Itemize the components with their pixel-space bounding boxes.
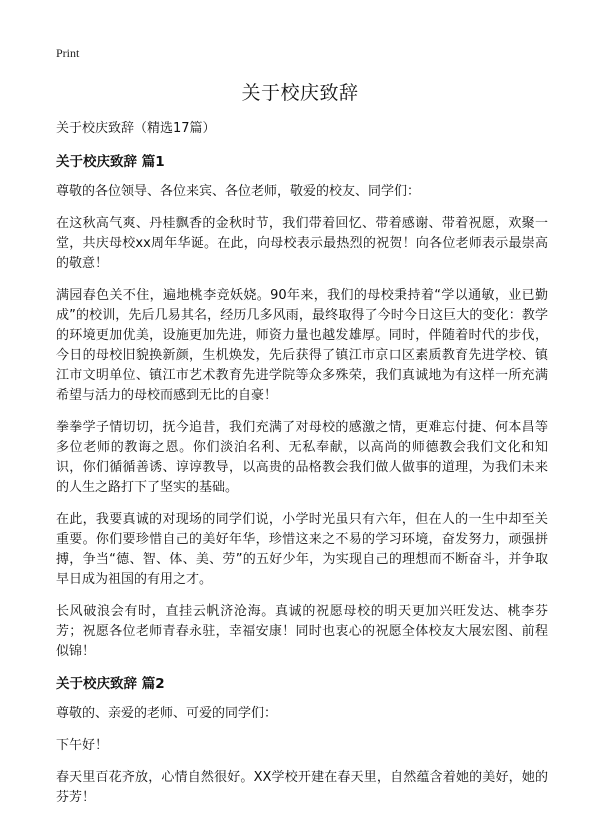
paragraph: 尊敬的各位领导、各位来宾、各位老师，敬爱的校友、同学们： xyxy=(56,184,421,199)
paragraph: 在这秋高气爽、丹桂飘香的金秋时节，我们带着回忆、带着感谢、带着祝愿，欢聚一堂，共庆母校xx周年华诞。在此，向母校表示最热烈的祝贺！向各位老师表示最崇高的敬意！ xyxy=(56,216,548,271)
paragraph: 拳拳学子情切切，抚今追昔，我们充满了对母校的感激之情，更难忘付捷、何本昌等多位老师的教诲之恩。你们淡泊名利、无私奉献，以高尚的师德教会我们文化和知识，你们循循善诱、谆谆教导，以高贵的品格教会我们做人做事的道理，为我们未来的人生之路打下了坚实的基础。 xyxy=(56,420,548,495)
paragraph: 在此，我要真诚的对现场的同学们说，小学时光虽只有六年，但在人的一生中却至关重要。你们要珍惜自己的美好年华，珍惜这来之不易的学习环境，奋发努力，顽强拼搏，争当“德、智、体、美、劳”的五好少年，为实现自己的理想而不断奋斗，并争取早日成为祖国的有用之才。 xyxy=(56,512,548,587)
paragraph: 下午好！ xyxy=(56,738,109,753)
section-heading: 关于校庆致辞 篇2 xyxy=(56,676,165,692)
paragraph: 春天里百花齐放，心情自然很好。XX学校开建在春天里，自然蕴含着她的美好，她的芬芳！ xyxy=(56,770,548,805)
print-link[interactable]: Print xyxy=(56,46,80,60)
document-subtitle: 关于校庆致辞（精选17篇） xyxy=(56,121,216,136)
section-1 xyxy=(56,152,548,662)
document-body xyxy=(56,119,548,820)
paragraph: 尊敬的、亲爱的老师、可爱的同学们： xyxy=(56,706,278,721)
page-title: 关于校庆致辞 xyxy=(241,82,359,104)
section-2 xyxy=(56,674,548,808)
paragraph: 满园春色关不住，遍地桃李竞妖娆。90年来，我们的母校秉持着“学以通敏，业已勤成”的校训，先后几易其名，经历几多风雨，最终取得了今时今日这巨大的变化：教学的环境更加优美，设施更加先进，师资力量也越发雄厚。同时，伴随着时代的步伐，今日的母校旧貌换新颜，生机焕发，先后获得了镇江市京口区素质教育先进学校、镇江市文明单位、镇江市艺术教育先进学院等众多殊荣，我们真诚地为有这样一所充满希望与活力的母校而感到无比的自豪！ xyxy=(56,288,548,403)
paragraph: 长风破浪会有时，直挂云帆济沧海。真诚的祝愿母校的明天更加兴旺发达、桃李芬芳；祝愿各位老师青春永驻，幸福安康！同时也衷心的祝愿全体校友大展宏图、前程似锦！ xyxy=(56,604,548,659)
section-heading: 关于校庆致辞 篇1 xyxy=(56,154,165,170)
